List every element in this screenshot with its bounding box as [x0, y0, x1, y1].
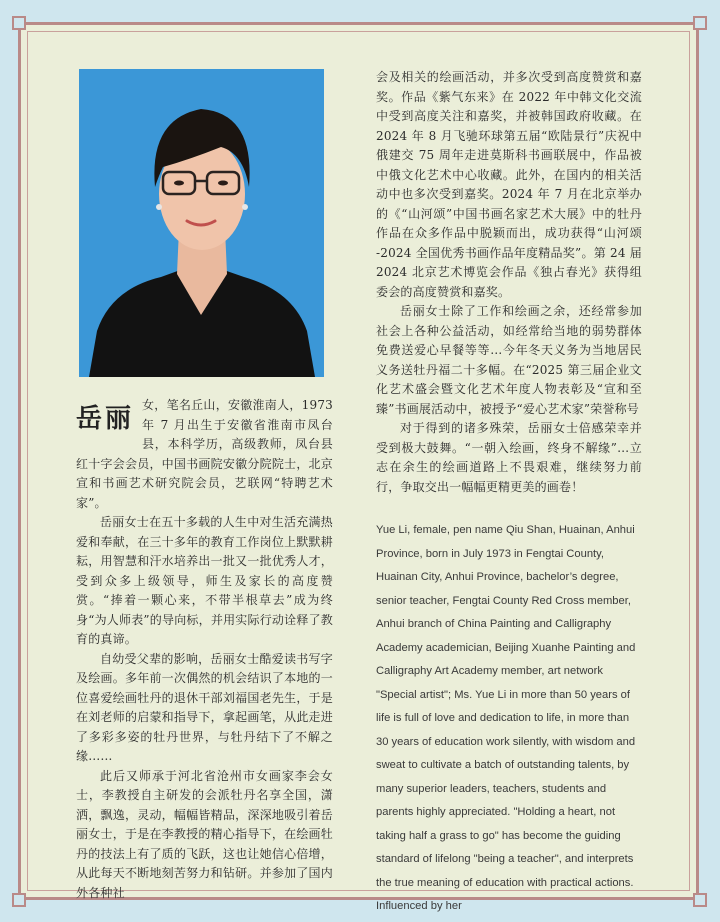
corner-ornament	[693, 16, 707, 30]
paragraph-aspiration: 对于得到的诸多殊荣，岳丽女士倍感荣幸并受到极大鼓舞。“一朝入绘画，终身不解缘”…立志在余生的绘画道路上不畏艰难，继续努力前行，争取交出一幅幅更精更美的画卷！	[376, 421, 642, 494]
right-column	[376, 68, 642, 919]
paragraph-influence: 自幼受父辈的影响，岳丽女士酷爱读书写字及绘画。多年前一次偶然的机会结识了本地的一位喜爱绘画牡丹的退休干部刘福国老先生，于是在刘老师的启蒙和指导下，拿起画笔，从此走进了多彩多姿的牡丹世界，与牡丹结下了不解之缘……	[76, 651, 333, 763]
corner-ornament	[12, 16, 26, 30]
intro-text: 女，笔名丘山，安徽淮南人，1973 年 7 月出生于安徽省淮南市凤台县，本科学历，高级教师，凤台县红十字会会员，中国书画院安徽分院院士，北京宣和书画艺术研究院会员，艺联网“特聘艺术家”。	[76, 398, 333, 510]
paragraph-training: 此后又师承于河北省沧州市女画家李会女士，李教授自主研发的会派牡丹名享全国，潇洒，飘逸，灵动，幅幅皆精品，深深地吸引着岳丽女士，于是在李教授的精心指导下，在绘画牡丹的技法上有了质的飞跃，这也让她信心倍增，从此每天不断地刻苦努力和钻研。并参加了国内外各种社	[76, 768, 333, 900]
intro-paragraph	[76, 396, 333, 513]
left-column	[76, 396, 333, 903]
portrait-photo	[79, 69, 324, 377]
paragraph-awards: 会及相关的绘画活动，并多次受到高度赞赏和嘉奖。作品《紫气东来》在 2022 年中韩文化交流中受到高度关注和嘉奖，并被韩国政府收藏。在 2024 年 8 月飞驰环球第五届“欧陆景行”庆祝中俄建交 75 周年走进莫斯科书画联展中，作品被中俄文化艺术中心收藏。此外，在国内的相关活动中也多次受到嘉奖。2024 年 7 月在北京举办的《“山河颂”中国书画名家艺术大展》中的牡丹作品在众多作品中脱颖而出，成功获得“山河颂 -2024 全国优秀书画作品年度精品奖”。第 24 届 2024 北京艺术博览会作品《独占春光》获得组委会的高度赞赏和嘉奖。	[376, 70, 642, 299]
name-heading: 岳丽	[76, 404, 135, 434]
corner-ornament	[693, 893, 707, 907]
portrait-illustration	[79, 69, 324, 377]
paragraph-charity: 岳丽女士除了工作和绘画之余，还经常参加社会上各种公益活动，如经常给当地的弱势群体免费送爱心早餐等等…今年冬天义务为当地居民义务送牡丹福二十多幅。在“2025 第三届企业文化艺术盛会暨文化艺术年度人物表彰及“宣和至臻”书画展活动中，被授予“爱心艺术家”荣誉称号	[376, 304, 642, 416]
paragraph-career: 岳丽女士在五十多载的人生中对生活充满热爱和奉献，在三十多年的教育工作岗位上默默耕耘，用智慧和汗水培养出一批又一批优秀人才，受到众多上级领导，师生及家长的高度赞赏。“捧着一颗心来，不带半根草去”成为终身“为人师表”的导向标，并用实际行动诠释了教育的真谛。	[76, 515, 333, 646]
english-translation: Yue Li, female, pen name Qiu Shan, Huainan, Anhui Province, born in July 1973 in Fengtai County, Huainan City, Anhui Province, bachelor’s degree, senior teacher, Fengtai County Red Cross member, Anhui branch of China Painting and Calligraphy Academy academician, Beijing Xuanhe Painting and Calligraphy Art Academy member, art network "Special artist"; Ms. Yue Li in more than 50 years of life is full of love and dedication to life, in more than 30 years of education work silently, with wisdom and sweat to cultivate a batch of outstanding talents, by many superior leaders, teachers, students and parents highly appreciated. "Holding a heart, not taking half a grass to go" has become the guiding standard of lifelong "being a teacher", and interprets the true meaning of education with practical actions. Influenced by her	[376, 524, 636, 912]
corner-ornament	[12, 893, 26, 907]
